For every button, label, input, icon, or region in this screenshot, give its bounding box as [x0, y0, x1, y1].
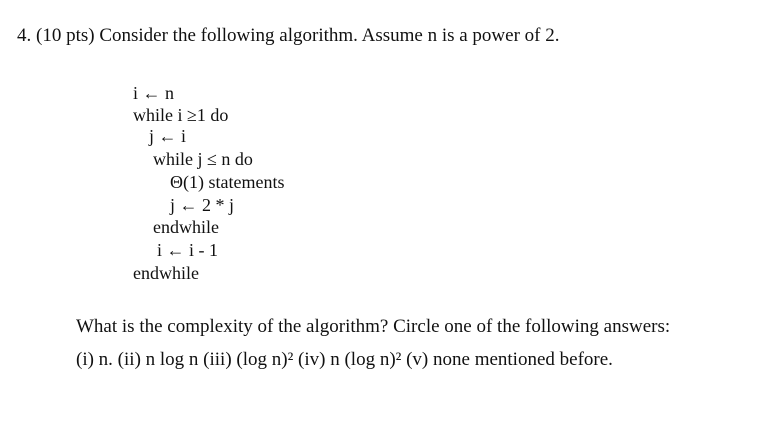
answer-options: (i) n. (ii) n log n (iii) (log n)² (iv) n (log n)² (v) none mentioned before.: [76, 349, 613, 370]
algorithm-line: i ← n: [133, 83, 175, 103]
algorithm-line: j ← i: [149, 126, 187, 146]
algorithm-line: while i ≥1 do: [133, 105, 229, 125]
algorithm-line: while j ≤ n do: [153, 149, 253, 169]
algorithm-line: i ← i - 1: [157, 240, 218, 260]
question-title: 4. (10 pts) Consider the following algorithm. Assume n is a power of 2.: [17, 25, 560, 46]
algorithm-line: j ← 2 * j: [170, 195, 235, 215]
algorithm-line: Θ(1) statements: [170, 172, 285, 192]
question-prompt: What is the complexity of the algorithm? Circle one of the following answers:: [76, 316, 671, 337]
algorithm-line: endwhile: [153, 217, 219, 237]
algorithm-line: endwhile: [133, 263, 199, 283]
